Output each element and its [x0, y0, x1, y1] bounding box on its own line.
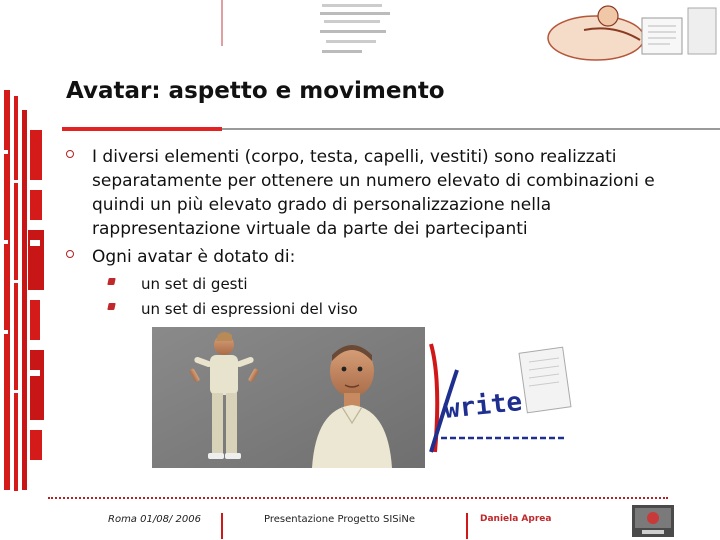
footer-separator — [221, 513, 223, 539]
sub-bullet-text: un set di espressioni del viso — [141, 300, 358, 318]
footer-author: Daniela Aprea — [480, 514, 552, 524]
top-red-line — [221, 0, 223, 46]
footer-separator — [466, 513, 468, 539]
sub-bullet-icon — [107, 303, 115, 310]
bullet-item — [66, 145, 696, 241]
sub-bullet-item — [108, 298, 468, 320]
sub-bullet-text: un set di gesti — [141, 275, 248, 293]
sub-bullet-item — [108, 273, 468, 295]
footer-presentation-title: Presentazione Progetto SISiNe — [264, 514, 416, 525]
footer-date: Roma 01/08/ 2006 — [108, 514, 201, 525]
top-stripes-decoration — [318, 0, 398, 62]
footer-dotted-divider — [48, 497, 668, 499]
bullet-text: Ogni avatar è dotato di: — [92, 247, 296, 267]
bullet-text: I diversi elementi (corpo, testa, capelli, vestiti) sono realizzati separatamente per ottenere un numero elevato di combinazioni e quindi un più elevato grado di personalizzazione nella rappresentazione virtuale da parte dei partecipanti — [92, 147, 655, 239]
bullet-item — [66, 245, 696, 269]
footer-logo-thumbnail — [632, 505, 674, 537]
person-writing-illustration — [544, 0, 720, 62]
slide-title: Avatar: aspetto e movimento — [66, 78, 445, 104]
xwrite-wordmark: write — [442, 386, 524, 425]
title-underline-gray — [222, 128, 720, 130]
bullet-circle-icon — [66, 250, 74, 258]
xwrite-logo — [427, 340, 572, 458]
bullet-circle-icon — [66, 150, 74, 158]
sub-bullet-icon — [107, 278, 115, 285]
title-underline-red — [62, 127, 222, 131]
left-decorative-graphic — [0, 90, 50, 500]
avatar-render-image — [152, 327, 425, 468]
